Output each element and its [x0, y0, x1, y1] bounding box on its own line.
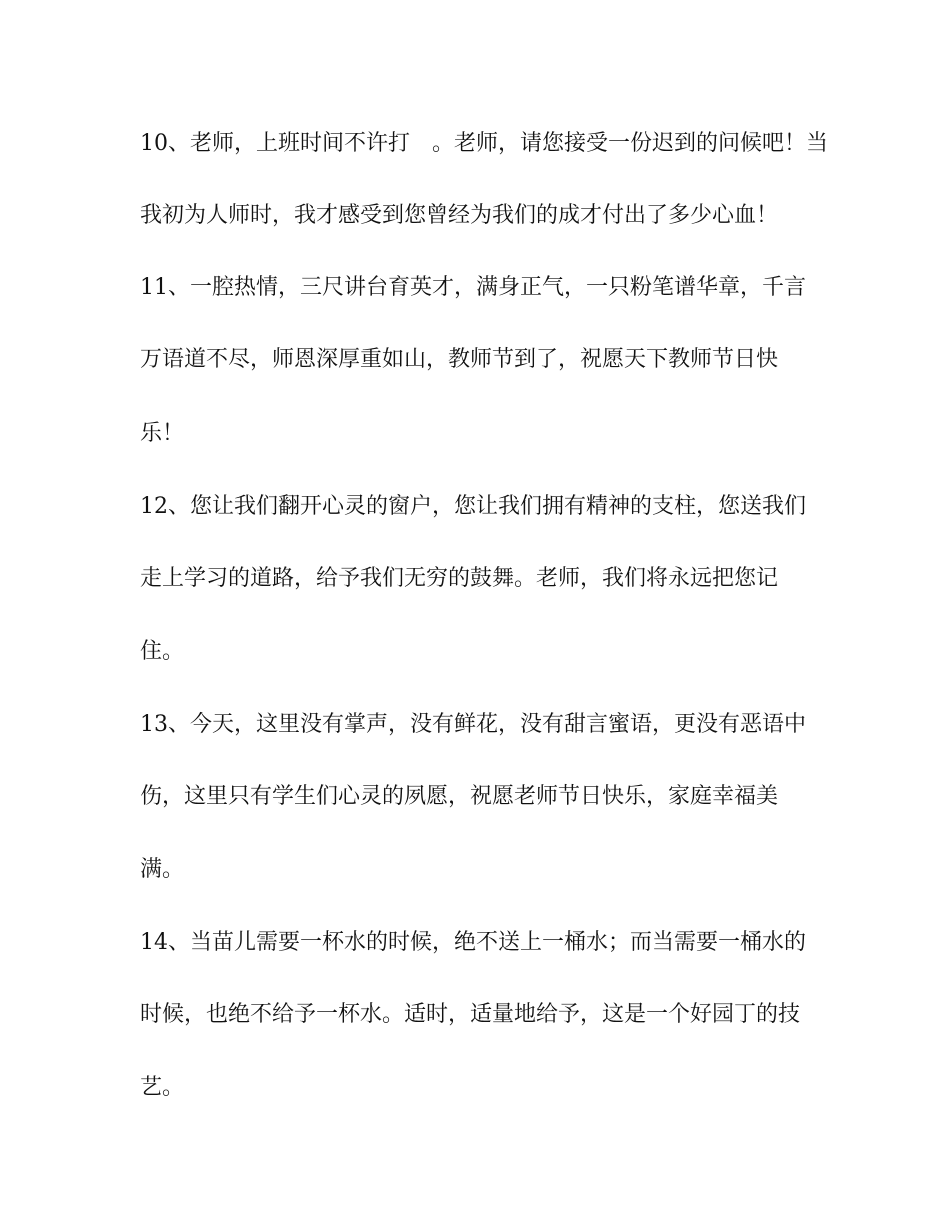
paragraph-14-line-1: 14、当苗儿需要一杯水的时候，绝不送上一桶水；而当需要一桶水的	[140, 930, 806, 955]
paragraph-13-line-1: 13、今天，这里没有掌声，没有鲜花，没有甜言蜜语，更没有恶语中	[140, 712, 806, 737]
paragraph-13-line-2: 伤，这里只有学生们心灵的夙愿，祝愿老师节日快乐，家庭幸福美	[140, 784, 779, 809]
paragraph-14-line-3: 艺。	[140, 1075, 185, 1100]
paragraph-11-line-2: 万语道不尽，师恩深厚重如山，教师节到了，祝愿天下教师节日快	[140, 347, 779, 372]
paragraph-10-line-2: 我初为人师时，我才感受到您曾经为我们的成才付出了多少心血！	[140, 203, 779, 228]
paragraph-11-line-1: 11、一腔热情，三尺讲台育英才，满身正气，一只粉笔谱华章，千言	[140, 275, 806, 300]
paragraph-12-line-2: 走上学习的道路，给予我们无穷的鼓舞。老师，我们将永远把您记	[140, 566, 779, 591]
paragraph-11-line-3: 乐！	[140, 421, 185, 446]
paragraph-12-line-3: 住。	[140, 639, 185, 664]
paragraph-13-line-3: 满。	[140, 857, 185, 882]
paragraph-14-line-2: 时候，也绝不给予一杯水。适时，适量地给予，这是一个好园丁的技	[140, 1002, 801, 1027]
paragraph-12-line-1: 12、您让我们翻开心灵的窗户，您让我们拥有精神的支柱，您送我们	[140, 494, 806, 519]
paragraph-10-line-1: 10、老师，上班时间不许打 。老师，请您接受一份迟到的问候吧！当	[140, 131, 828, 156]
